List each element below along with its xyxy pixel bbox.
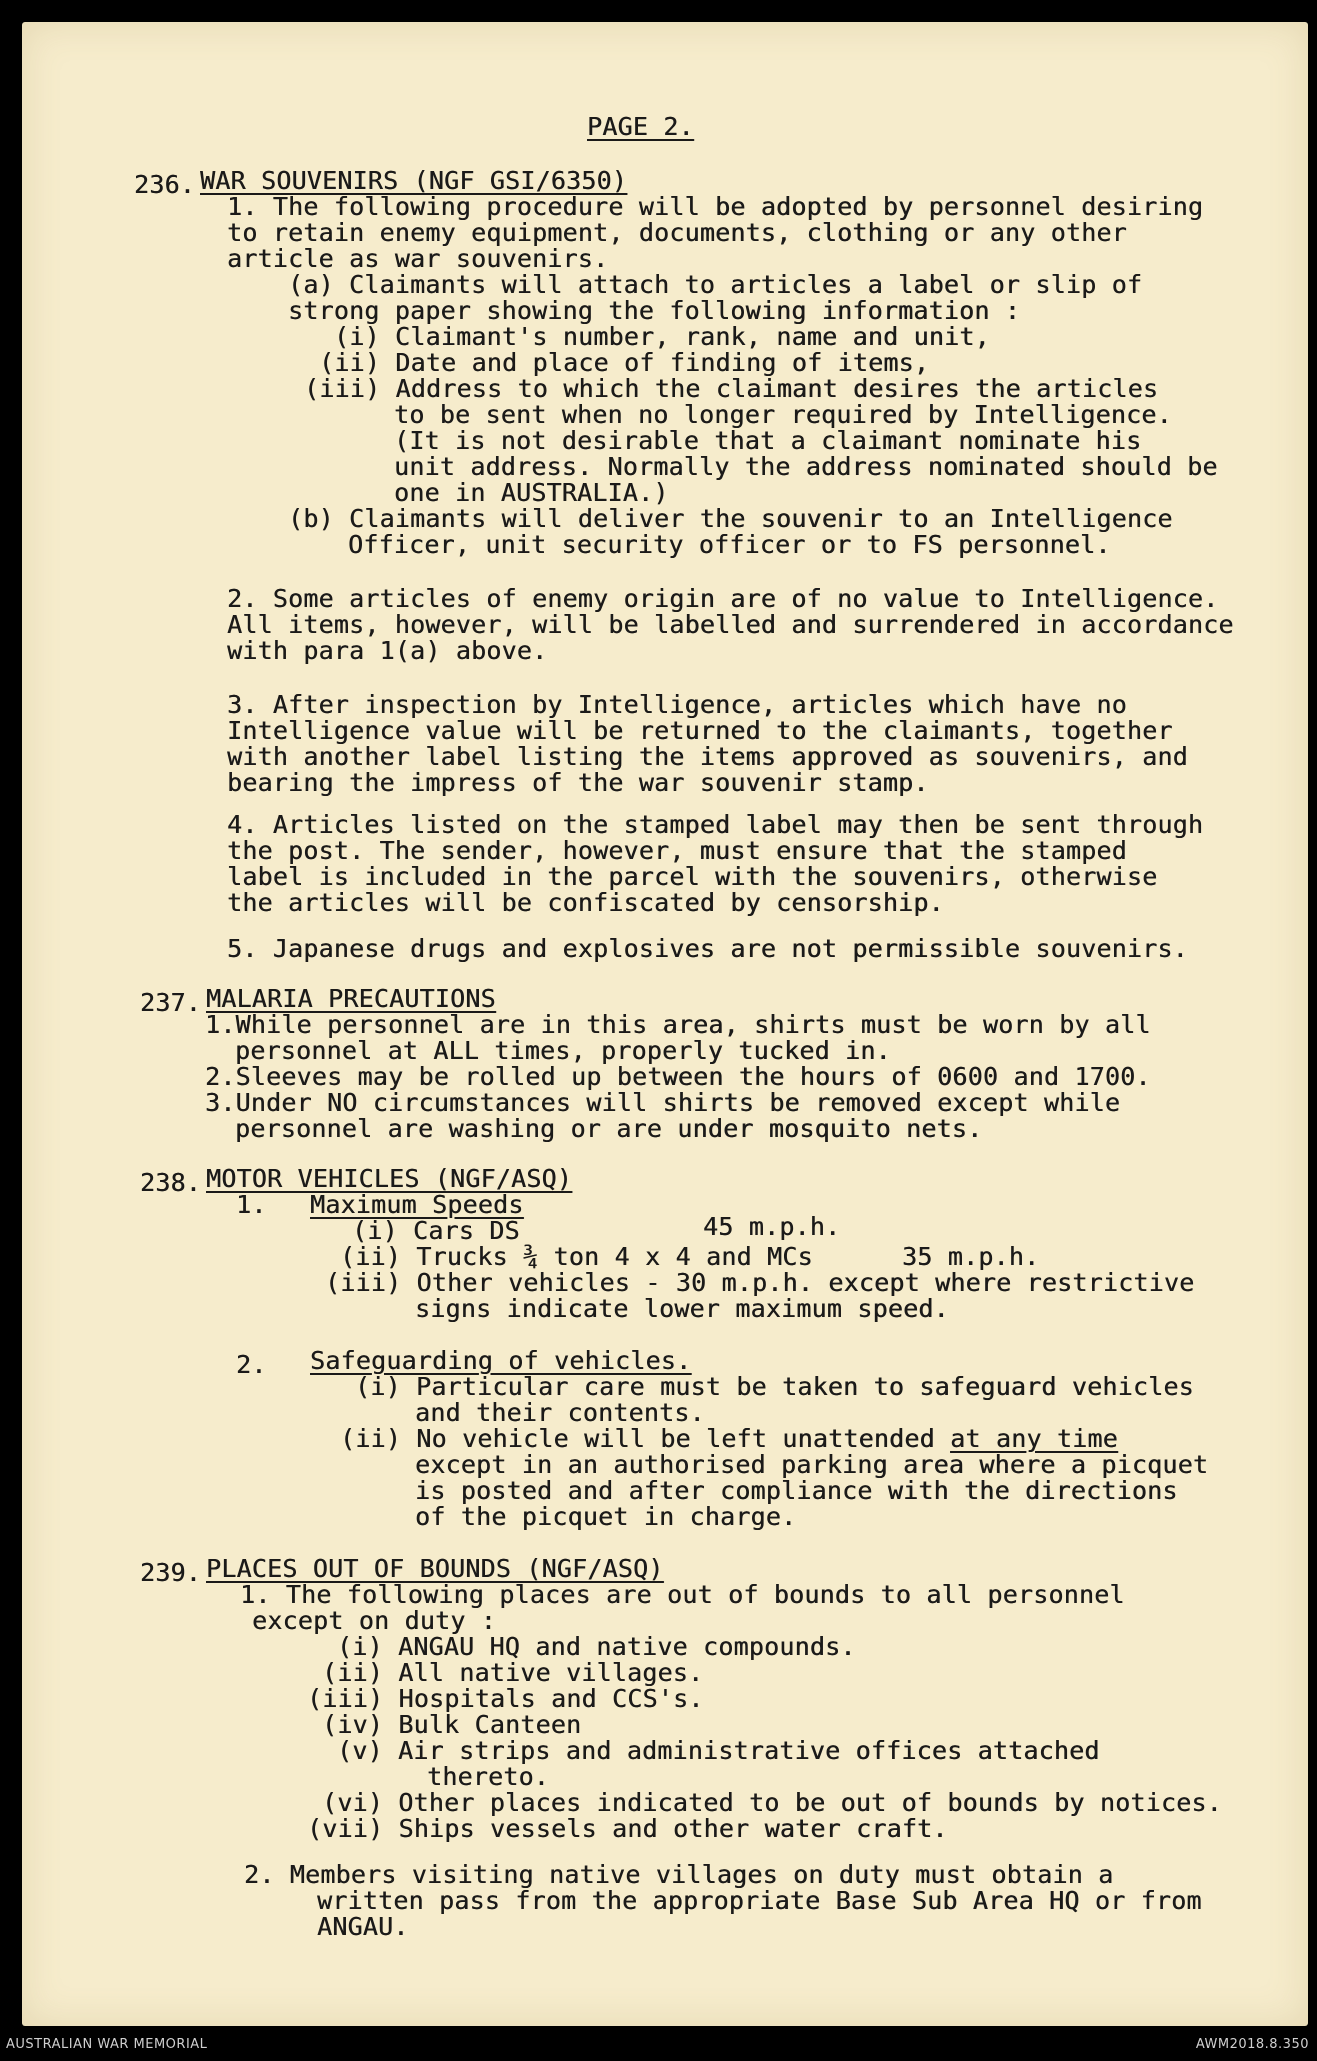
text-line: and their contents. [415, 1398, 705, 1427]
text-line: 5. Japanese drugs and explosives are not permissible souvenirs. [227, 934, 1188, 963]
text-line: the articles will be confiscated by censorship. [227, 888, 944, 917]
text-line: (vi) Other places indicated to be out of bounds by notices. [322, 1788, 1222, 1817]
section-237-number: 237. [140, 988, 202, 1017]
footer-institution: AUSTRALIAN WAR MEMORIAL [6, 2037, 208, 2052]
text-line: (iii) Other vehicles - 30 m.p.h. except where restrictive [325, 1268, 1195, 1297]
text-line: 3.Under NO circumstances will shirts be removed except while [205, 1088, 1121, 1117]
subheading: Maximum Speeds [310, 1190, 524, 1219]
text-line: except on duty : [252, 1606, 497, 1635]
text-line: written pass from the appropriate Base Sub Area HQ or from [317, 1886, 1202, 1915]
text-line: 2.Sleeves may be rolled up between the hours of 0600 and 1700. [205, 1062, 1151, 1091]
text-line: the post. The sender, however, must ensure that the stamped [227, 836, 1127, 865]
text-line: Intelligence value will be returned to the claimants, together [227, 716, 1173, 745]
underlined-phrase: at any time [950, 1424, 1118, 1453]
text-line: 1. [236, 1190, 267, 1219]
text-line: (ii) Date and place of finding of items, [319, 348, 930, 377]
text-line [340, 1426, 1118, 1452]
section-236-number: 236. [134, 170, 196, 199]
speed-value: 45 m.p.h. [703, 1212, 841, 1241]
text-line: 1. The following places are out of bounds to all personnel [240, 1580, 1125, 1609]
text-line: Officer, unit security officer or to FS personnel. [348, 530, 1111, 559]
text-line: thereto. [427, 1762, 550, 1791]
footer-accession-number: AWM2018.8.350 [1195, 2037, 1309, 2052]
text-line: with para 1(a) above. [227, 636, 548, 665]
text-line: except in an authorised parking area where a picquet [415, 1450, 1209, 1479]
text-line: (iii) Address to which the claimant desires the articles [304, 374, 1159, 403]
text-line: (It is not desirable that a claimant nominate his [394, 426, 1142, 455]
text-line: All items, however, will be labelled and surrendered in accordance [227, 610, 1234, 639]
text-line: signs indicate lower maximum speed. [415, 1294, 949, 1323]
text-line: 2. Members visiting native villages on duty must obtain a [244, 1860, 1114, 1889]
text-line: label is included in the parcel with the souvenirs, otherwise [227, 862, 1158, 891]
text-line: personnel are washing or are under mosquito nets. [235, 1114, 983, 1143]
section-236-heading: WAR SOUVENIRS (NGF GSI/6350) [200, 166, 628, 195]
text-line: (ii) All native villages. [322, 1658, 704, 1687]
section-238-heading: MOTOR VEHICLES (NGF/ASQ) [206, 1164, 573, 1193]
text-line: (ii) Trucks ¾ ton 4 x 4 and MCs [340, 1242, 813, 1271]
text-line: is posted and after compliance with the directions [415, 1476, 1178, 1505]
text-span: (ii) No vehicle will be left unattended [340, 1424, 951, 1453]
section-237-heading: MALARIA PRECAUTIONS [206, 984, 496, 1013]
document-page [22, 22, 1308, 2026]
text-line: (v) Air strips and administrative offices attached [337, 1736, 1100, 1765]
text-line: with another label listing the items approved as souvenirs, and [227, 742, 1188, 771]
text-line: to be sent when no longer required by Intelligence. [394, 400, 1172, 429]
text-line: 4. Articles listed on the stamped label may then be sent through [227, 810, 1204, 839]
text-line: (b) Claimants will deliver the souvenir to an Intelligence [288, 504, 1173, 533]
speed-value: 35 m.p.h. [902, 1242, 1040, 1271]
subheading: Safeguarding of vehicles. [310, 1346, 692, 1375]
text-line: unit address. Normally the address nominated should be [394, 452, 1218, 481]
page-title: PAGE 2. [587, 112, 694, 141]
text-line: personnel at ALL times, properly tucked in. [235, 1036, 891, 1065]
text-line: article as war souvenirs. [227, 244, 609, 273]
text-line: 3. After inspection by Intelligence, articles which have no [227, 690, 1127, 719]
text-line: 1. The following procedure will be adopted by personnel desiring [227, 192, 1204, 221]
text-line: (i) ANGAU HQ and native compounds. [337, 1632, 856, 1661]
text-line: ANGAU. [317, 1912, 409, 1941]
text-line: one in AUSTRALIA.) [394, 478, 669, 507]
text-line: (iv) Bulk Canteen [322, 1710, 582, 1739]
text-line: of the picquet in charge. [415, 1502, 797, 1531]
text-line: (i) Claimant's number, rank, name and unit, [334, 322, 990, 351]
text-line: (a) Claimants will attach to articles a label or slip of [288, 270, 1143, 299]
section-238-number: 238. [140, 1168, 202, 1197]
text-line: strong paper showing the following information : [288, 296, 1021, 325]
section-239-heading: PLACES OUT OF BOUNDS (NGF/ASQ) [206, 1554, 664, 1583]
text-line: (i) Cars DS [352, 1216, 520, 1245]
section-239-number: 239. [140, 1558, 202, 1587]
text-line: 2. [236, 1350, 267, 1379]
text-line: (i) Particular care must be taken to safeguard vehicles [355, 1372, 1194, 1401]
text-line: 1.While personnel are in this area, shirts must be worn by all [205, 1010, 1151, 1039]
text-line: bearing the impress of the war souvenir stamp. [227, 768, 929, 797]
text-line: 2. Some articles of enemy origin are of no value to Intelligence. [227, 584, 1219, 613]
text-line: (iii) Hospitals and CCS's. [307, 1684, 704, 1713]
text-line: to retain enemy equipment, documents, clothing or any other [227, 218, 1127, 247]
text-line: (vii) Ships vessels and other water craft. [307, 1814, 948, 1843]
